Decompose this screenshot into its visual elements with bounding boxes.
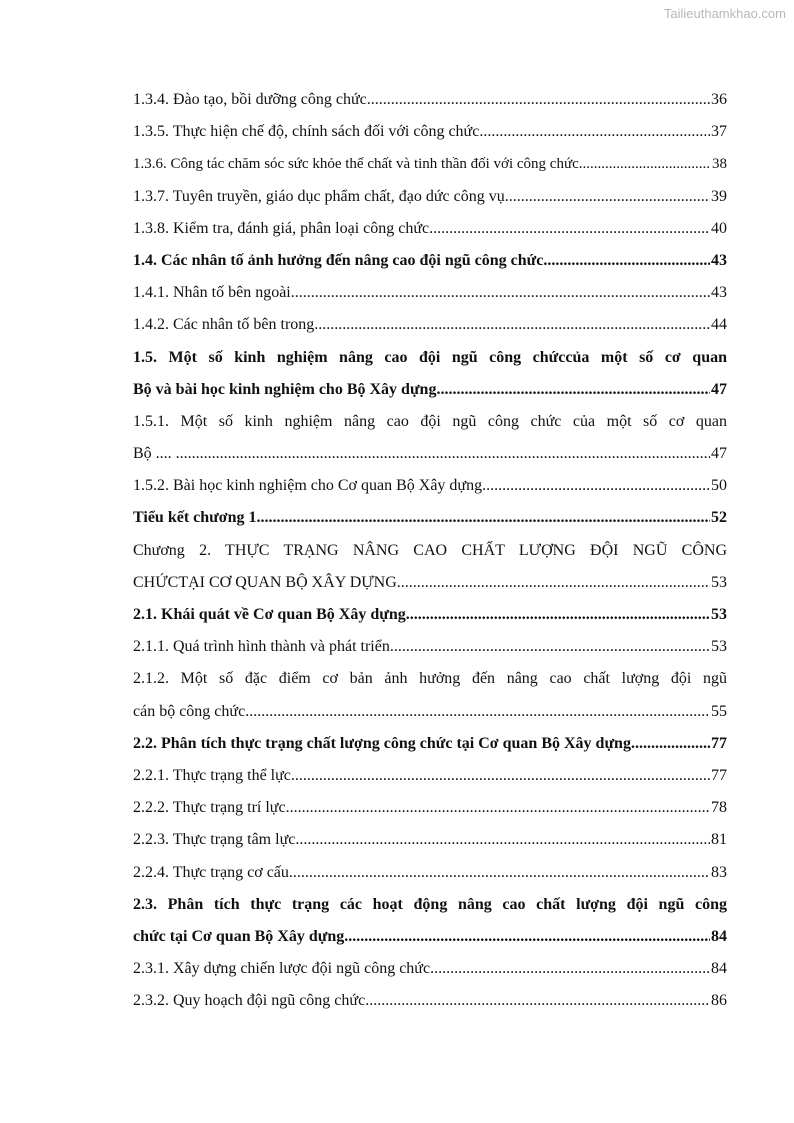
toc-entry-title: 1.3.8. Kiểm tra, đánh giá, phân loại công chức [133, 219, 430, 237]
toc-page-number: 47 [711, 380, 727, 398]
toc-entry[interactable] [133, 863, 727, 895]
toc-page-number: 52 [711, 509, 727, 527]
toc-page-number: 53 [711, 573, 727, 591]
toc-page-number: 43 [711, 284, 727, 302]
toc-entry[interactable] [133, 959, 727, 991]
toc-entry-title: CHỨCTẠI CƠ QUAN BỘ XÂY DỰNG [133, 573, 397, 591]
toc-dot-leader [291, 766, 710, 786]
toc-entry[interactable] [133, 702, 727, 734]
toc-page-number: 53 [711, 638, 727, 656]
toc-entry-title: 2.2. Phân tích thực trạng chất lượng công chức tại Cơ quan Bộ Xây dựng [133, 734, 631, 752]
toc-entry-title: 1.5. Một số kinh nghiệm nâng cao đội ngũ công chứccủa một số cơ quan [133, 348, 727, 366]
toc-entry[interactable] [133, 734, 727, 766]
toc-entry-title: Tiểu kết chương 1 [133, 509, 257, 527]
toc-dot-leader [479, 122, 710, 142]
toc-entry-title: Bộ .... ... [133, 445, 188, 463]
toc-dot-leader [344, 927, 710, 947]
toc-page-number: 47 [711, 445, 727, 463]
toc-entry-title: 2.2.3. Thực trạng tâm lực [133, 831, 296, 849]
toc-entry[interactable] [133, 380, 727, 412]
toc-dot-leader [406, 605, 710, 625]
toc-page-number: 36 [711, 91, 727, 108]
toc-entry-title: 2.2.1. Thực trạng thể lực [133, 766, 291, 784]
toc-entry[interactable] [133, 444, 727, 476]
toc-entry[interactable] [133, 991, 727, 1023]
toc-entry[interactable] [133, 927, 727, 959]
toc-entry-title: 2.1.1. Quá trình hình thành và phát triển [133, 638, 390, 656]
toc-entry[interactable] [133, 476, 727, 508]
toc-entry[interactable] [133, 669, 727, 701]
toc-entry-title: 1.5.2. Bài học kinh nghiệm cho Cơ quan Bộ Xây dựng [133, 477, 483, 495]
toc-entry-title: 2.1.2. Một số đặc điểm cơ bản ảnh hưởng đến nâng cao chất lượng đội ngũ [133, 670, 727, 688]
toc-entry-title: 2.1. Khái quát về Cơ quan Bộ Xây dựng [133, 606, 406, 623]
toc-page-number: 40 [711, 219, 727, 237]
toc-page-number: 50 [711, 477, 727, 495]
toc-dot-leader [257, 508, 710, 528]
toc-entry[interactable] [133, 154, 727, 186]
toc-entry[interactable] [133, 637, 727, 669]
toc-entry-title: 1.4.2. Các nhân tố bên trong [133, 316, 315, 334]
toc-page-number: 84 [711, 960, 727, 978]
toc-dot-leader [390, 637, 710, 657]
toc-entry-title: chức tại Cơ quan Bộ Xây dựng [133, 927, 345, 945]
table-of-contents [133, 90, 727, 1023]
toc-page-number: 38 [712, 156, 727, 173]
toc-entry[interactable] [133, 541, 727, 573]
toc-dot-leader [543, 251, 710, 271]
toc-entry[interactable] [133, 219, 727, 251]
toc-dot-leader [579, 154, 711, 174]
toc-page-number: 84 [711, 927, 727, 945]
toc-entry[interactable] [133, 283, 727, 315]
toc-dot-leader [289, 863, 710, 883]
watermark: Tailieuthamkhao.com [663, 6, 786, 21]
toc-entry-title: 1.3.5. Thực hiện chế độ, chính sách đối với công chức [133, 123, 480, 141]
toc-entry-title: Chương 2. THỰC TRẠNG NÂNG CAO CHẤT LƯỢNG ĐỘI NGŨ CÔNG [133, 541, 727, 559]
toc-entry-title: 2.3. Phân tích thực trạng các hoạt động nâng cao chất lượng đội ngũ công [133, 895, 727, 913]
toc-dot-leader [505, 187, 710, 207]
toc-dot-leader [436, 380, 710, 400]
toc-entry-title: 2.2.2. Thực trạng trí lực [133, 799, 286, 817]
toc-entry-title: 2.2.4. Thực trạng cơ cấu [133, 863, 289, 881]
toc-entry[interactable] [133, 90, 727, 122]
toc-page-number: 78 [711, 799, 727, 817]
toc-dot-leader [430, 959, 710, 979]
toc-entry[interactable] [133, 798, 727, 830]
toc-page-number: 86 [711, 992, 727, 1010]
toc-entry[interactable] [133, 605, 727, 637]
toc-entry[interactable] [133, 348, 727, 380]
toc-dot-leader [367, 90, 710, 110]
toc-entry[interactable] [133, 766, 727, 798]
toc-page-number: 43 [711, 251, 727, 269]
toc-page-number: 81 [711, 831, 727, 849]
toc-entry[interactable] [133, 508, 727, 540]
toc-entry-title: Bộ và bài học kinh nghiệm cho Bộ Xây dựng [133, 380, 437, 398]
toc-dot-leader [429, 219, 710, 239]
toc-entry-title: 2.3.1. Xây dựng chiến lược đội ngũ công chức [133, 960, 431, 978]
toc-dot-leader [365, 991, 710, 1011]
toc-page-number: 53 [711, 606, 727, 623]
toc-page-number: 77 [711, 766, 727, 784]
toc-dot-leader [631, 734, 710, 754]
toc-dot-leader [295, 830, 710, 850]
toc-dot-leader [314, 315, 710, 335]
toc-page-number: 37 [711, 123, 727, 141]
toc-dot-leader [482, 476, 710, 496]
toc-entry-title: 1.3.7. Tuyên truyền, giáo dục phẩm chất, đạo dức công vụ [133, 187, 505, 205]
toc-page-number: 83 [711, 863, 727, 881]
toc-entry[interactable] [133, 187, 727, 219]
toc-entry-title: cán bộ công chức [133, 702, 246, 720]
toc-entry-title: 2.3.2. Quy hoạch đội ngũ công chức [133, 992, 366, 1010]
toc-entry-title: 1.3.6. Công tác chăm sóc sức khỏe thể chất và tinh thần đối với công chức [133, 156, 579, 173]
toc-entry-title: 1.4.1. Nhân tố bên ngoài [133, 284, 291, 302]
toc-entry-title: 1.4. Các nhân tố ảnh hưởng đến nâng cao đội ngũ công chức [133, 251, 544, 269]
toc-dot-leader [291, 283, 710, 303]
toc-dot-leader [286, 798, 710, 818]
toc-dot-leader [188, 444, 710, 464]
toc-page-number: 77 [711, 734, 727, 752]
toc-entry[interactable] [133, 315, 727, 347]
toc-page-number: 55 [711, 702, 727, 720]
toc-page-number: 39 [711, 187, 727, 205]
toc-dot-leader [397, 573, 710, 593]
toc-page-number: 44 [711, 316, 727, 334]
toc-entry[interactable] [133, 412, 727, 444]
toc-entry-title: 1.3.4. Đào tạo, bồi dưỡng công chức [133, 91, 367, 108]
toc-entry-title: 1.5.1. Một số kinh nghiệm nâng cao đội ngũ công chức của một số cơ quan [133, 412, 727, 430]
toc-entry[interactable] [133, 251, 727, 283]
toc-entry[interactable] [133, 573, 727, 605]
toc-dot-leader [245, 702, 710, 722]
toc-entry[interactable] [133, 830, 727, 862]
toc-entry[interactable] [133, 895, 727, 927]
toc-entry[interactable] [133, 122, 727, 154]
